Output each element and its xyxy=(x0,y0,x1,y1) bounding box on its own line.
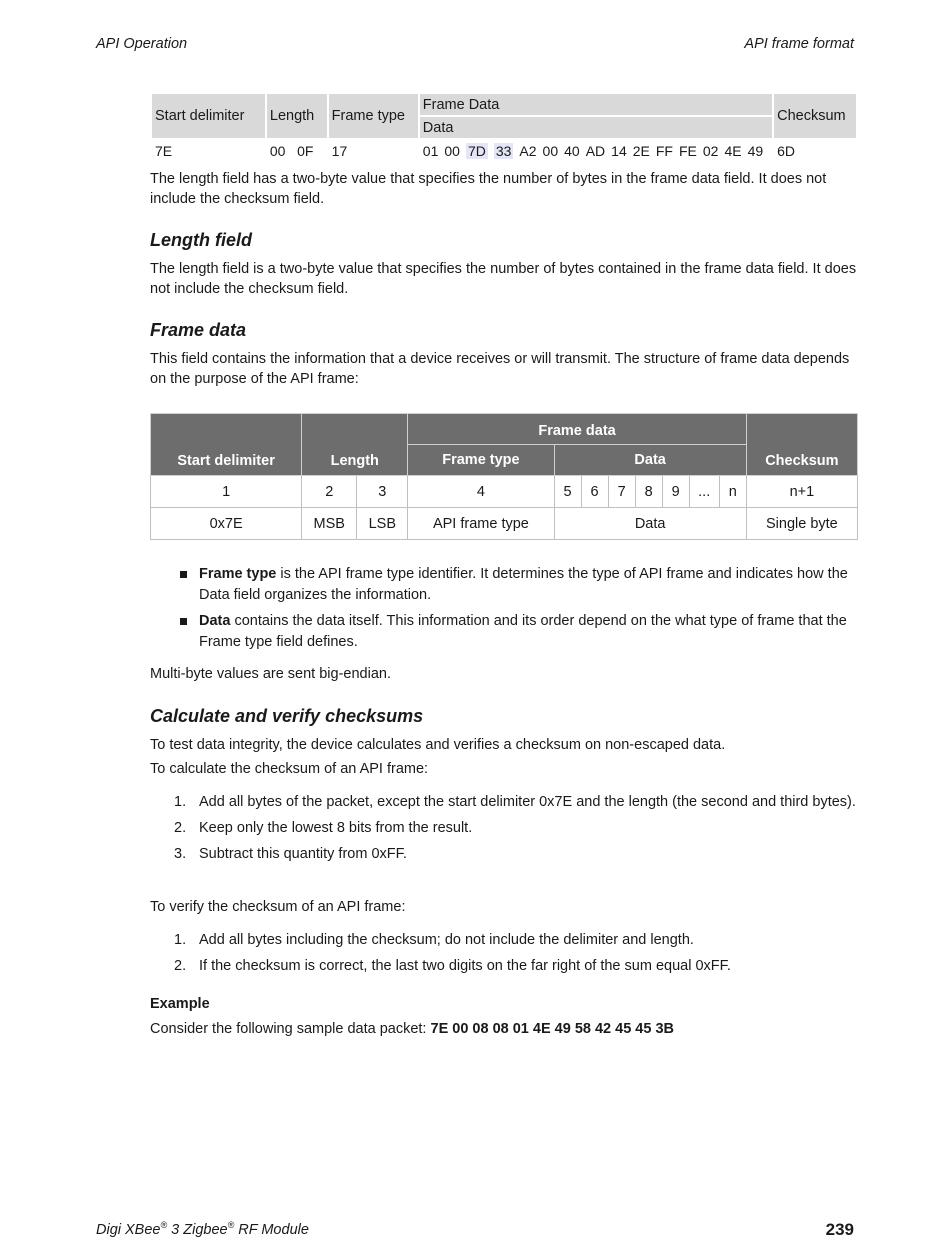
t2-cell: 6 xyxy=(581,476,608,508)
t1-header-length: Length xyxy=(267,94,327,138)
t2-cell: 2 xyxy=(302,476,357,508)
page-number: 239 xyxy=(825,1220,854,1239)
frame-data-paragraph: This field contains the information that a device receives or will transmit. The structure of frame data depends on the purpose of the API frame: xyxy=(150,351,850,387)
list-item: 1. Add all bytes including the checksum; do not include the delimiter and length. xyxy=(174,932,694,948)
step-text: Keep only the lowest 8 bits from the result. xyxy=(199,820,473,836)
t2-cell: 9 xyxy=(662,476,689,508)
t2-header-data: Data xyxy=(554,445,746,476)
data-byte: 2E xyxy=(632,143,650,159)
data-byte: 00 xyxy=(444,143,460,159)
t2-cell: Data xyxy=(554,508,746,540)
step-text: Add all bytes of the packet, except the start delimiter 0x7E and the length (the second and third bytes). xyxy=(199,794,856,810)
running-header-left: API Operation xyxy=(96,36,188,52)
t1-checksum-value: 6D xyxy=(777,143,796,159)
definition: is the API frame type identifier. It determines the type of API frame and indicates how the Data field organizes the information. xyxy=(199,566,848,603)
data-byte: 4E xyxy=(724,143,742,159)
data-byte: 14 xyxy=(611,143,627,159)
calculate-steps-list xyxy=(150,792,862,870)
t2-cell: 4 xyxy=(408,476,554,508)
list-item: 2. If the checksum is correct, the last two digits on the far right of the sum equal 0xFF. xyxy=(174,958,731,974)
data-byte-escaped: 33 xyxy=(495,143,512,159)
t2-cell: n+1 xyxy=(746,476,857,508)
t2-header-start-delimiter: Start delimiter xyxy=(151,414,302,476)
t1-data-bytes xyxy=(420,140,772,162)
t2-cell: 8 xyxy=(635,476,662,508)
data-byte: AD xyxy=(585,143,606,159)
step-text: Subtract this quantity from 0xFF. xyxy=(199,846,407,862)
length-field-paragraph: The length field is a two-byte value that specifies the number of bytes contained in the frame data field. It does not include the checksum field. xyxy=(150,261,857,297)
t2-cell: API frame type xyxy=(408,508,554,540)
data-byte: 00 xyxy=(542,143,559,159)
example-frame-table xyxy=(150,92,858,164)
term: Data xyxy=(199,613,231,629)
step-text: Add all bytes including the checksum; do not include the delimiter and length. xyxy=(199,932,694,948)
t1-header-data: Data xyxy=(420,117,772,138)
example-text: Consider the following sample data packet: xyxy=(150,1021,431,1037)
data-byte: 49 xyxy=(747,143,764,159)
example-heading: Example xyxy=(150,996,210,1012)
term: Frame type xyxy=(199,566,277,582)
verify-intro: To verify the checksum of an API frame: xyxy=(150,899,406,915)
example-packet: 7E 00 08 08 01 4E 49 58 42 45 45 3B xyxy=(430,1021,674,1037)
t2-header-length: Length xyxy=(302,414,408,476)
data-byte: FF xyxy=(655,143,673,159)
t2-cell: 0x7E xyxy=(151,508,302,540)
t2-cell: LSB xyxy=(357,508,408,540)
list-item xyxy=(150,611,862,653)
frame-data-heading: Frame data xyxy=(150,320,247,340)
checksum-heading: Calculate and verify checksums xyxy=(150,706,424,726)
t2-header-checksum: Checksum xyxy=(746,414,857,476)
square-bullet-icon xyxy=(180,618,187,625)
square-bullet-icon xyxy=(180,571,187,578)
t2-cell: 5 xyxy=(554,476,581,508)
t1-header-start-delimiter: Start delimiter xyxy=(152,94,265,138)
list-item xyxy=(150,564,862,606)
example-paragraph xyxy=(150,1019,862,1039)
calculate-intro: To calculate the checksum of an API frame: xyxy=(150,761,429,777)
t2-header-frame-data: Frame data xyxy=(408,414,746,445)
definition: contains the data itself. This information and its order depend on the what type of frame that the Frame type field defines. xyxy=(199,613,847,650)
t1-frame-type-value: 17 xyxy=(331,143,348,159)
field-description-list xyxy=(150,564,862,658)
length-field-heading: Length field xyxy=(150,230,252,250)
list-item: 1. Add all bytes of the packet, except the start delimiter 0x7E and the length (the second and third bytes). xyxy=(174,794,856,810)
t2-header-frame-type: Frame type xyxy=(408,445,554,476)
running-header-right: API frame format xyxy=(744,36,854,52)
length-intro-paragraph: The length field has a two-byte value that specifies the number of bytes in the frame data field. It does not include the checksum field. xyxy=(150,171,827,207)
list-item: 2. Keep only the lowest 8 bits from the result. xyxy=(174,820,473,836)
data-byte: FE xyxy=(678,143,697,159)
step-text: If the checksum is correct, the last two digits on the far right of the sum equal 0xFF. xyxy=(199,958,731,974)
data-byte: 02 xyxy=(702,143,719,159)
data-byte-escaped: 7D xyxy=(467,143,486,159)
t2-cell: 1 xyxy=(151,476,302,508)
t2-cell: 7 xyxy=(608,476,635,508)
frame-structure-table xyxy=(150,413,858,540)
multibyte-note: Multi-byte values are sent big-endian. xyxy=(150,666,391,682)
data-byte: A2 xyxy=(519,143,537,159)
verify-steps-list xyxy=(150,930,862,982)
t1-header-frame-data: Frame Data xyxy=(420,94,772,115)
t2-cell: ... xyxy=(689,476,719,508)
t2-cell: n xyxy=(719,476,746,508)
t1-length-value: 00 0F xyxy=(269,143,314,159)
checksum-intro: To test data integrity, the device calculates and verifies a checksum on non-escaped data. xyxy=(150,737,726,753)
t2-cell: Single byte xyxy=(746,508,857,540)
t1-header-frame-type: Frame type xyxy=(329,94,418,138)
list-item: 3. Subtract this quantity from 0xFF. xyxy=(174,846,407,862)
t2-cell: MSB xyxy=(302,508,357,540)
footer-product-title: Digi XBee® 3 Zigbee® RF Module xyxy=(96,1220,309,1238)
data-byte: 01 xyxy=(422,143,439,159)
t1-start-value: 7E xyxy=(155,143,173,159)
t2-cell: 3 xyxy=(357,476,408,508)
data-byte: 40 xyxy=(564,143,580,159)
t1-header-checksum: Checksum xyxy=(774,94,856,138)
